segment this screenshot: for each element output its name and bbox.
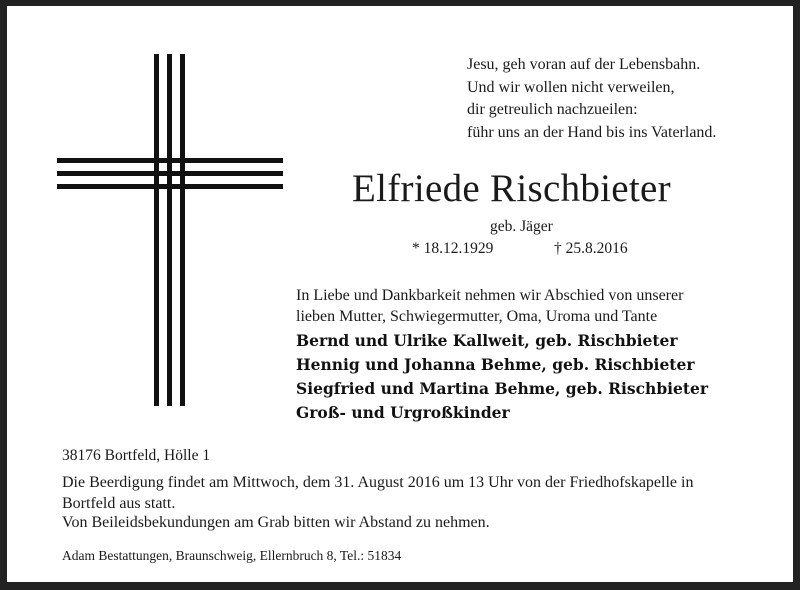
- cross-horizontal-bar: [57, 158, 283, 163]
- poem-line: dir getreulich nachzueilen:: [467, 101, 638, 118]
- mourner-entry: Groß- und Urgroßkinder: [296, 403, 510, 422]
- funeral-line: Die Beerdigung findet am Mittwoch, dem 31. August 2016 um 13 Uhr von der Friedhofskapelle in: [62, 474, 694, 491]
- poem-line: Jesu, geh voran auf der Lebensbahn.: [467, 56, 701, 73]
- cross-vertical-bar: [167, 54, 172, 406]
- mourner-entry: Hennig und Johanna Behme, geb. Rischbieter: [296, 355, 695, 374]
- undertaker-info: Adam Bestattungen, Braunschweig, Ellernbruch 8, Tel.: 51834: [62, 548, 402, 563]
- condolence-notice: Von Beileidsbekundungen am Grab bitten wir Abstand zu nehmen.: [62, 514, 490, 531]
- mourner-entry: Bernd und Ulrike Kallweit, geb. Rischbieter: [296, 331, 678, 350]
- funeral-line: Bortfeld aus statt.: [62, 494, 176, 512]
- funeral-info: [62, 473, 693, 514]
- farewell-line: lieben Mutter, Schwiegermutter, Oma, Uroma und Tante: [296, 307, 658, 325]
- farewell-line: In Liebe und Dankbarkeit nehmen wir Abschied von unserer: [296, 287, 684, 304]
- poem-line: Und wir wollen nicht verweilen,: [467, 78, 675, 96]
- cross-vertical-bar: [154, 54, 159, 406]
- mourner-entry: Siegfried und Martina Behme, geb. Rischbieter: [296, 379, 709, 398]
- cross-icon: [57, 54, 283, 406]
- mourners-list: [296, 329, 708, 425]
- poem-line: führ uns an der Hand bis ins Vaterland.: [467, 123, 717, 141]
- deceased-name: Elfriede Rischbieter: [352, 167, 671, 210]
- death-date: † 25.8.2016: [554, 240, 628, 257]
- birth-date: * 18.12.1929: [412, 240, 494, 257]
- poem: [467, 54, 716, 144]
- cross-horizontal-bar: [57, 184, 283, 189]
- cross-vertical-bar: [180, 54, 185, 406]
- cross-horizontal-bar: [57, 171, 283, 176]
- maiden-name: geb. Jäger: [490, 218, 553, 235]
- farewell-text: [296, 286, 683, 327]
- family-address: 38176 Bortfeld, Hölle 1: [62, 447, 211, 464]
